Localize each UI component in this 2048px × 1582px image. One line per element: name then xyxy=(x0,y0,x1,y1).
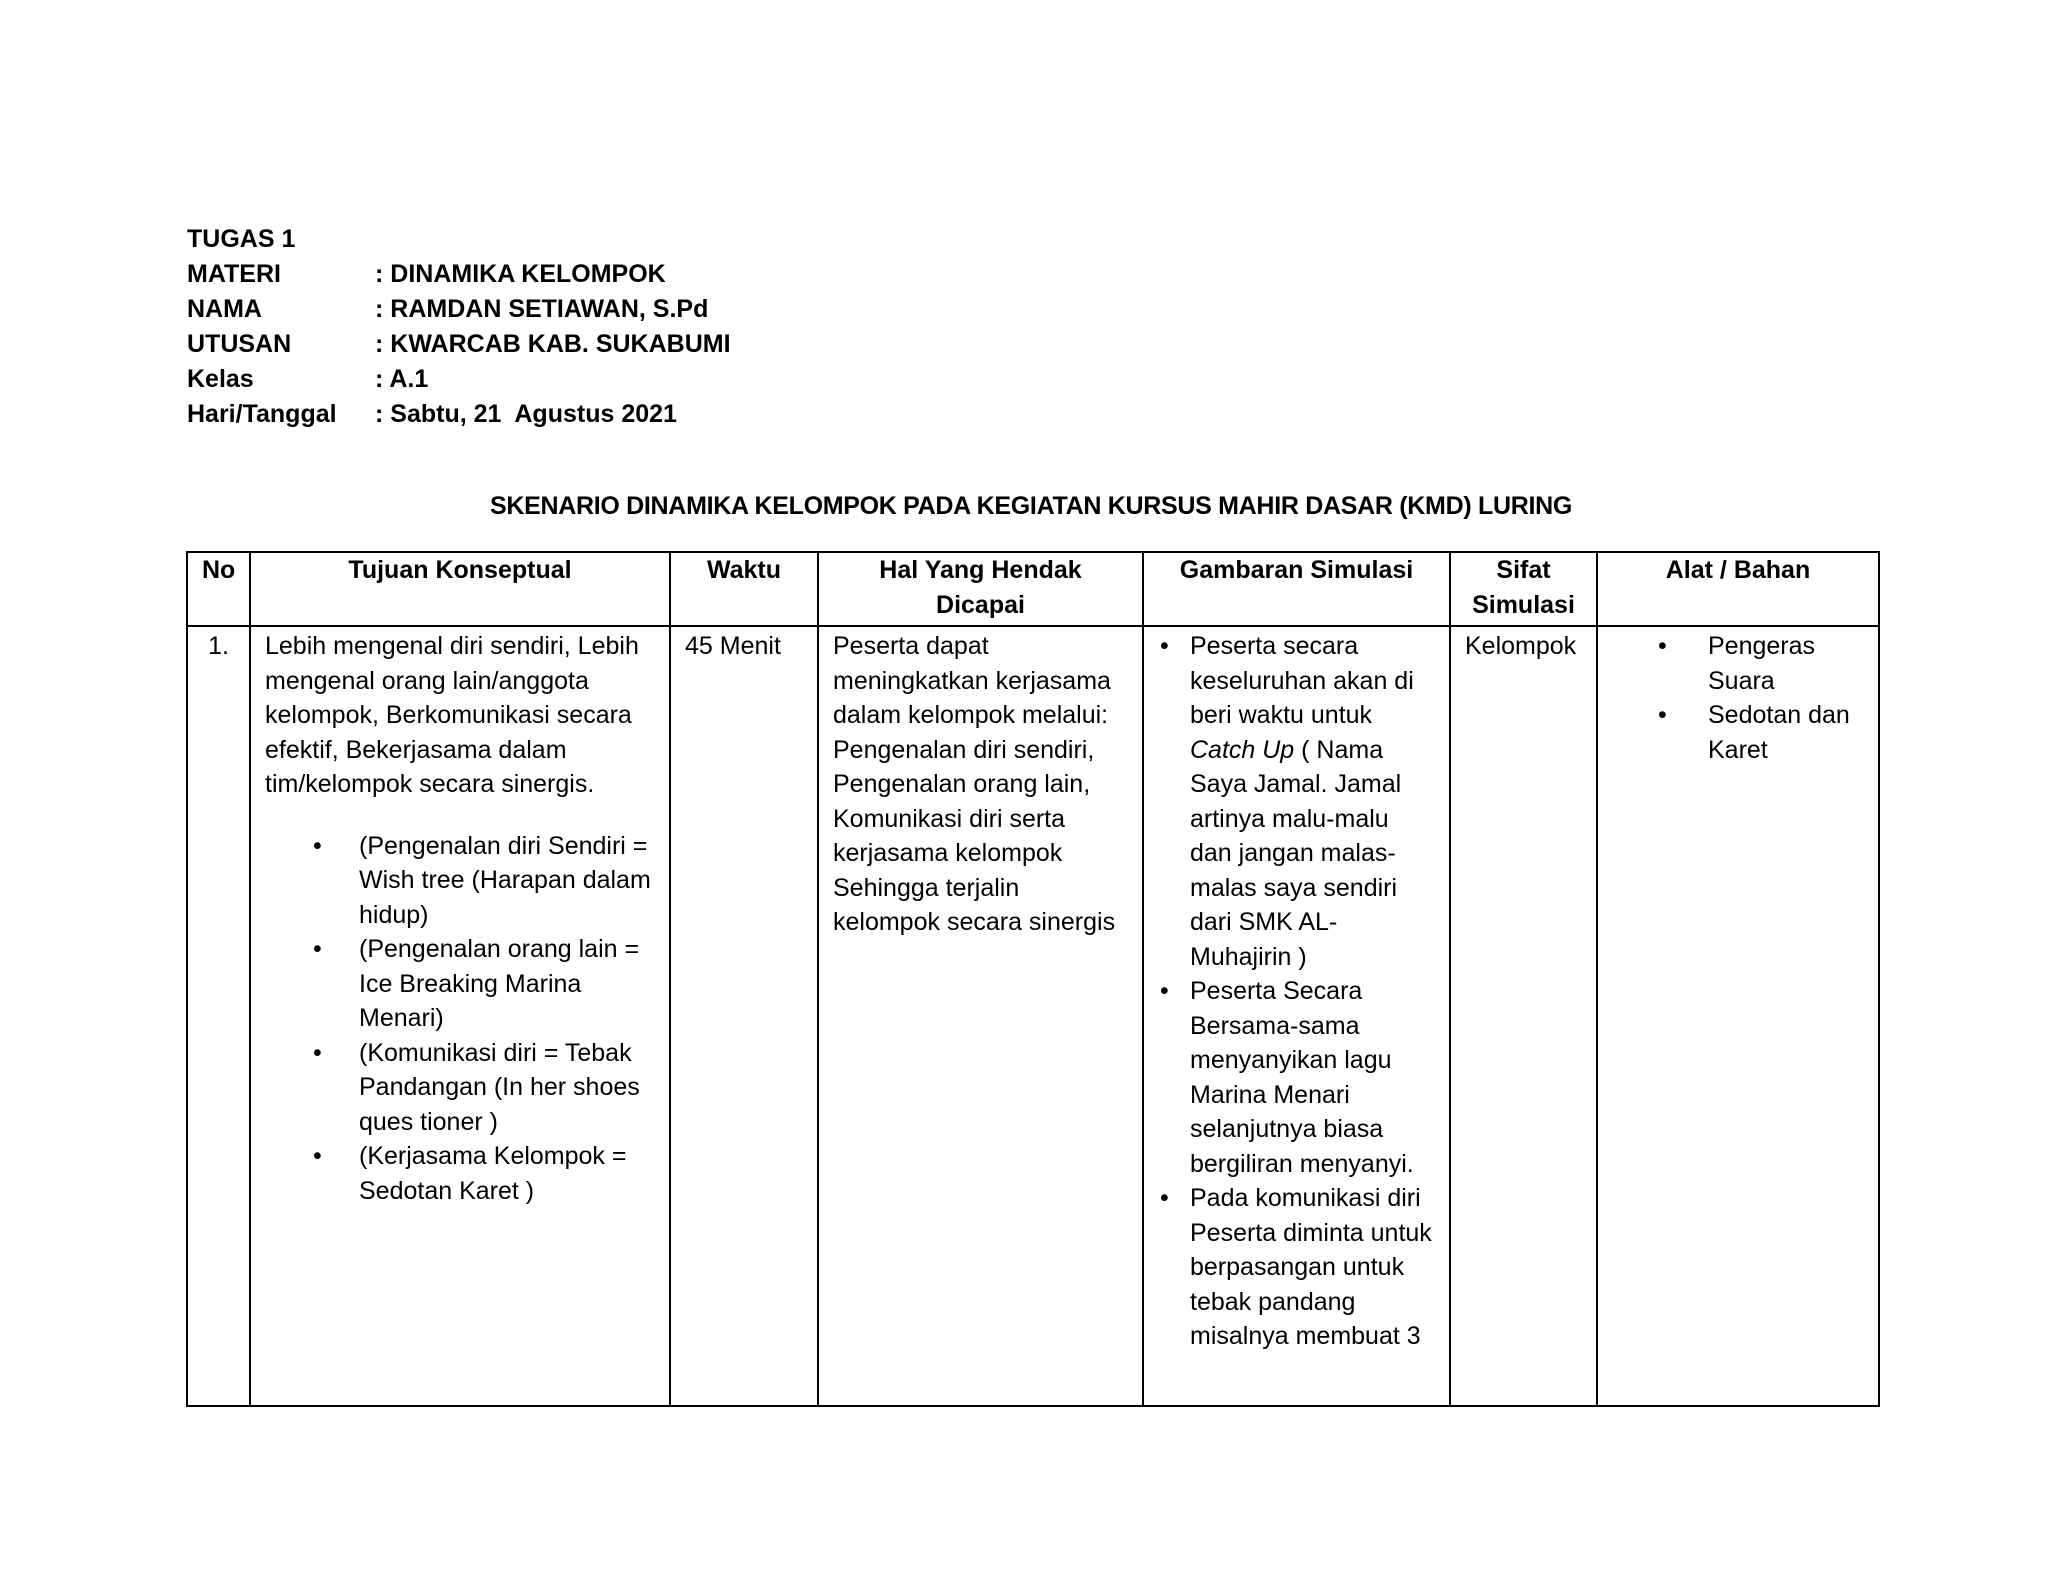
list-item: • (Kerjasama Kelompok = Sedotan Karet ) xyxy=(359,1139,655,1208)
cell-no: 1. xyxy=(187,626,250,1406)
header-label: Hari/Tanggal xyxy=(187,400,337,428)
tujuan-intro: Lebih mengenal diri sendiri, Lebih mengenal orang lain/anggota kelompok, Berkomunikasi secara efektif, Bekerjasama dalam tim/kelompok secara sinergis. xyxy=(265,632,639,798)
header-hal: Hal Yang Hendak Dicapai xyxy=(818,552,1143,626)
list-item: • (Pengenalan orang lain = Ice Breaking Marina Menari) xyxy=(359,932,655,1036)
table-row xyxy=(187,626,1879,1406)
cell-tujuan xyxy=(250,626,670,1406)
table-header-row xyxy=(187,552,1879,626)
list-item: • (Pengenalan diri Sendiri = Wish tree (Harapan dalam hidup) xyxy=(359,829,655,933)
cell-alat xyxy=(1597,626,1879,1406)
list-item xyxy=(1190,629,1435,974)
header-simulasi: Gambaran Simulasi xyxy=(1143,552,1450,626)
header-value: : RAMDAN SETIAWAN, S.Pd xyxy=(375,295,709,323)
header-value: : KWARCAB KAB. SUKABUMI xyxy=(375,330,731,358)
simulasi-text: ( Nama Saya Jamal. Jamal artinya malu-malu dan jangan malas-malas saya sendiri dari SMK AL-Muhajirin ) xyxy=(1190,735,1402,971)
header-value: : A.1 xyxy=(375,365,429,393)
simulasi-list xyxy=(1158,629,1435,1354)
cell-sifat: Kelompok xyxy=(1450,626,1597,1406)
list-item: • (Komunikasi diri = Tebak Pandangan (In her shoes ques tioner ) xyxy=(359,1036,655,1140)
document-title: SKENARIO DINAMIKA KELOMPOK PADA KEGIATAN KURSUS MAHIR DASAR (KMD) LURING xyxy=(489,492,1573,520)
simulasi-text: Peserta secara keseluruhan akan di beri waktu untuk xyxy=(1190,632,1414,729)
list-item xyxy=(1190,974,1435,1181)
header-row-nama xyxy=(187,292,731,327)
header-row-materi xyxy=(187,257,731,292)
list-item xyxy=(1190,1181,1435,1354)
cell-waktu: 45 Menit xyxy=(670,626,818,1406)
header-value: : Sabtu, 21 Agustus 2021 xyxy=(375,400,677,428)
tujuan-list xyxy=(265,829,655,1209)
header-alat: Alat / Bahan xyxy=(1597,552,1879,626)
cell-simulasi xyxy=(1143,626,1450,1406)
header-label: UTUSAN xyxy=(187,330,292,358)
header-waktu: Waktu xyxy=(670,552,818,626)
simulasi-text: Pada komunikasi diri Peserta diminta untuk berpasangan untuk tebak pandang misalnya membuat 3 xyxy=(1190,1184,1432,1350)
header-value: : DINAMIKA KELOMPOK xyxy=(375,260,666,288)
header-row-tanggal xyxy=(187,397,731,432)
list-item: • Pengeras Suara xyxy=(1708,629,1864,698)
header-row-kelas xyxy=(187,362,731,397)
header-label: Kelas xyxy=(187,365,254,393)
simulasi-text: Peserta Secara Bersama-sama menyanyikan lagu Marina Menari selanjutnya biasa bergiliran menyanyi. xyxy=(1190,977,1414,1178)
header-label: MATERI xyxy=(187,260,281,288)
header-label: NAMA xyxy=(187,295,262,323)
document-header xyxy=(187,222,731,432)
task-label: TUGAS 1 xyxy=(187,225,296,253)
header-sifat: Sifat Simulasi xyxy=(1450,552,1597,626)
alat-list xyxy=(1612,629,1864,767)
header-no: No xyxy=(187,552,250,626)
header-tujuan: Tujuan Konseptual xyxy=(250,552,670,626)
cell-hal: Peserta dapat meningkatkan kerjasama dalam kelompok melalui: Pengenalan diri sendiri, Pengenalan orang lain, Komunikasi diri serta kerjasama kelompok Sehingga terjalin kelompok secara sinergis xyxy=(818,626,1143,1406)
scenario-table xyxy=(186,551,1880,1407)
header-row-utusan xyxy=(187,327,731,362)
list-item: • Sedotan dan Karet xyxy=(1708,698,1864,767)
simulasi-italic: Catch Up xyxy=(1190,735,1295,764)
